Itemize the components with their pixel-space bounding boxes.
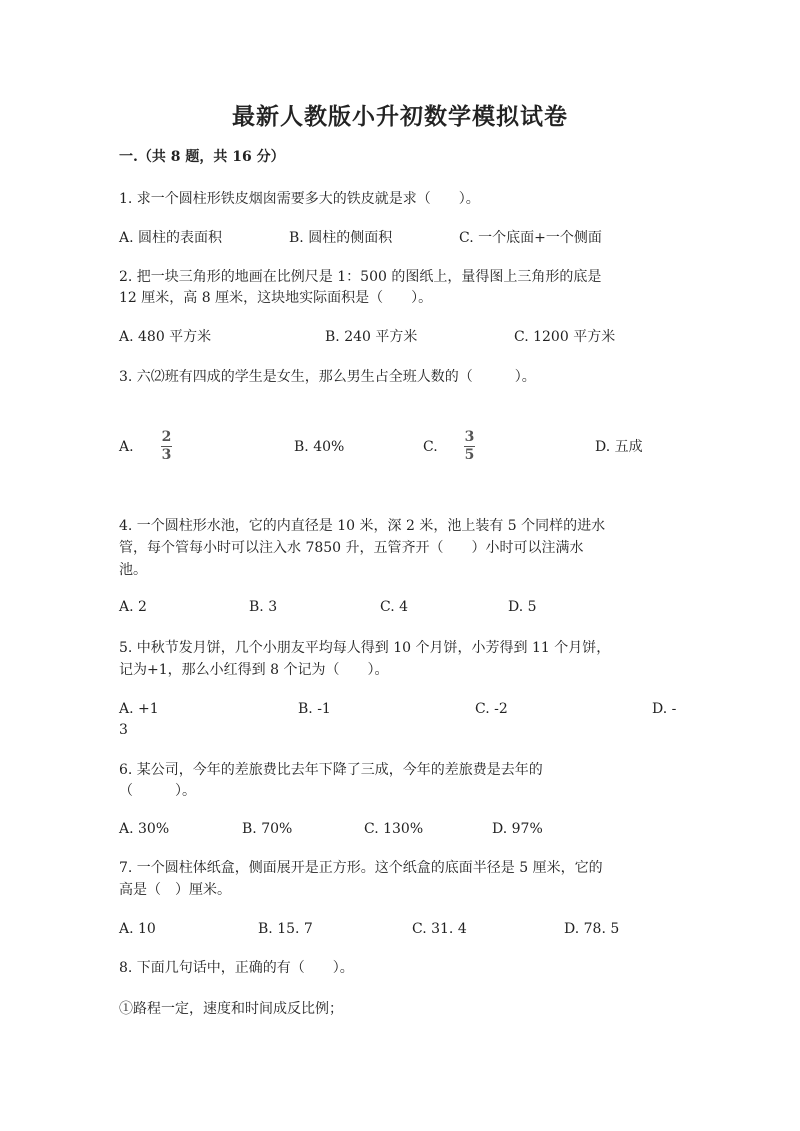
question-7-option-c[interactable]: C. 31. 4 — [412, 921, 467, 937]
question-1-stem: 1. 求一个圆柱形铁皮烟囱需要多大的铁皮就是求（ ）。 — [119, 191, 480, 207]
question-3-option-a-fraction[interactable] — [161, 430, 172, 463]
question-4-option-d[interactable]: D. 5 — [508, 599, 537, 615]
question-4-option-c[interactable]: C. 4 — [380, 599, 409, 615]
question-3-stem: 3. 六⑵班有四成的学生是女生，那么男生占全班人数的（ ）。 — [119, 369, 536, 385]
fraction-numerator: 3 — [464, 429, 475, 445]
fraction-denominator: 3 — [161, 447, 172, 463]
question-5-stem-line1: 5. 中秋节发月饼，几个小朋友平均每人得到 10 个月饼，小芳得到 11 个月饼， — [119, 640, 611, 656]
question-7-stem-line1: 7. 一个圆柱体纸盒，侧面展开是正方形。这个纸盒的底面半径是 5 厘米，它的 — [119, 860, 603, 876]
question-1-option-c[interactable]: C. 一个底面+一个侧面 — [459, 230, 602, 246]
question-1-option-b[interactable]: B. 圆柱的侧面积 — [289, 230, 393, 246]
question-4-stem-line2: 管，每个管每小时可以注入水 7850 升，五管齐开（ ）小时可以注满水 — [119, 540, 584, 556]
question-6-option-d[interactable]: D. 97% — [492, 821, 543, 837]
question-4-stem-line3: 池。 — [119, 562, 147, 578]
question-2-stem-line1: 2. 把一块三角形的地画在比例尺是 1：500 的图纸上，量得图上三角形的底是 — [119, 269, 602, 285]
question-4-option-a[interactable]: A. 2 — [119, 599, 147, 615]
fraction-denominator: 5 — [464, 447, 475, 463]
question-4-stem-line1: 4. 一个圆柱形水池，它的内直径是 10 米，深 2 米，池上装有 5 个同样的进水 — [119, 518, 606, 534]
question-6-option-a[interactable]: A. 30% — [119, 821, 170, 837]
question-1-option-a[interactable]: A. 圆柱的表面积 — [119, 230, 223, 246]
question-5-stem-line2: 记为+1，那么小红得到 8 个记为（ ）。 — [119, 662, 389, 678]
question-6-stem-line1: 6. 某公司，今年的差旅费比去年下降了三成，今年的差旅费是去年的 — [119, 762, 543, 778]
question-8-stem: 8. 下面几句话中，正确的有（ ）。 — [119, 960, 354, 976]
question-7-option-b[interactable]: B. 15. 7 — [258, 921, 313, 937]
page-title: 最新人教版小升初数学模拟试卷 — [232, 103, 568, 130]
question-5-option-a[interactable]: A. +1 — [119, 701, 159, 717]
question-6-option-c[interactable]: C. 130% — [364, 821, 424, 837]
question-3-option-a-label[interactable]: A. — [119, 439, 134, 455]
question-2-option-c[interactable]: C. 1200 平方米 — [514, 329, 616, 345]
question-2-stem-line2: 12 厘米，高 8 厘米，这块地实际面积是（ ）。 — [119, 290, 433, 306]
question-7-option-d[interactable]: D. 78. 5 — [564, 921, 620, 937]
question-6-option-b[interactable]: B. 70% — [242, 821, 293, 837]
question-5-option-c[interactable]: C. -2 — [475, 701, 508, 717]
question-8-statement-1: ①路程一定，速度和时间成反比例； — [119, 1001, 343, 1017]
section-heading: 一.（共 8 题，共 16 分） — [119, 149, 285, 165]
question-5-option-d[interactable]: D. - — [652, 701, 677, 717]
fraction-numerator: 2 — [161, 429, 172, 445]
question-3-option-c-fraction[interactable] — [464, 430, 475, 463]
question-7-stem-line2: 高是（ ）厘米。 — [119, 882, 231, 898]
question-3-option-d[interactable]: D. 五成 — [595, 439, 643, 455]
question-4-option-b[interactable]: B. 3 — [249, 599, 278, 615]
question-5-option-d-wrap[interactable]: 3 — [119, 722, 128, 738]
question-7-option-a[interactable]: A. 10 — [119, 921, 156, 937]
question-5-option-b[interactable]: B. -1 — [298, 701, 331, 717]
question-3-option-c-label[interactable]: C. — [423, 439, 438, 455]
question-2-option-a[interactable]: A. 480 平方米 — [119, 329, 212, 345]
question-6-stem-line2: （ ）。 — [119, 783, 196, 799]
question-3-option-b[interactable]: B. 40% — [294, 439, 345, 455]
question-2-option-b[interactable]: B. 240 平方米 — [325, 329, 418, 345]
